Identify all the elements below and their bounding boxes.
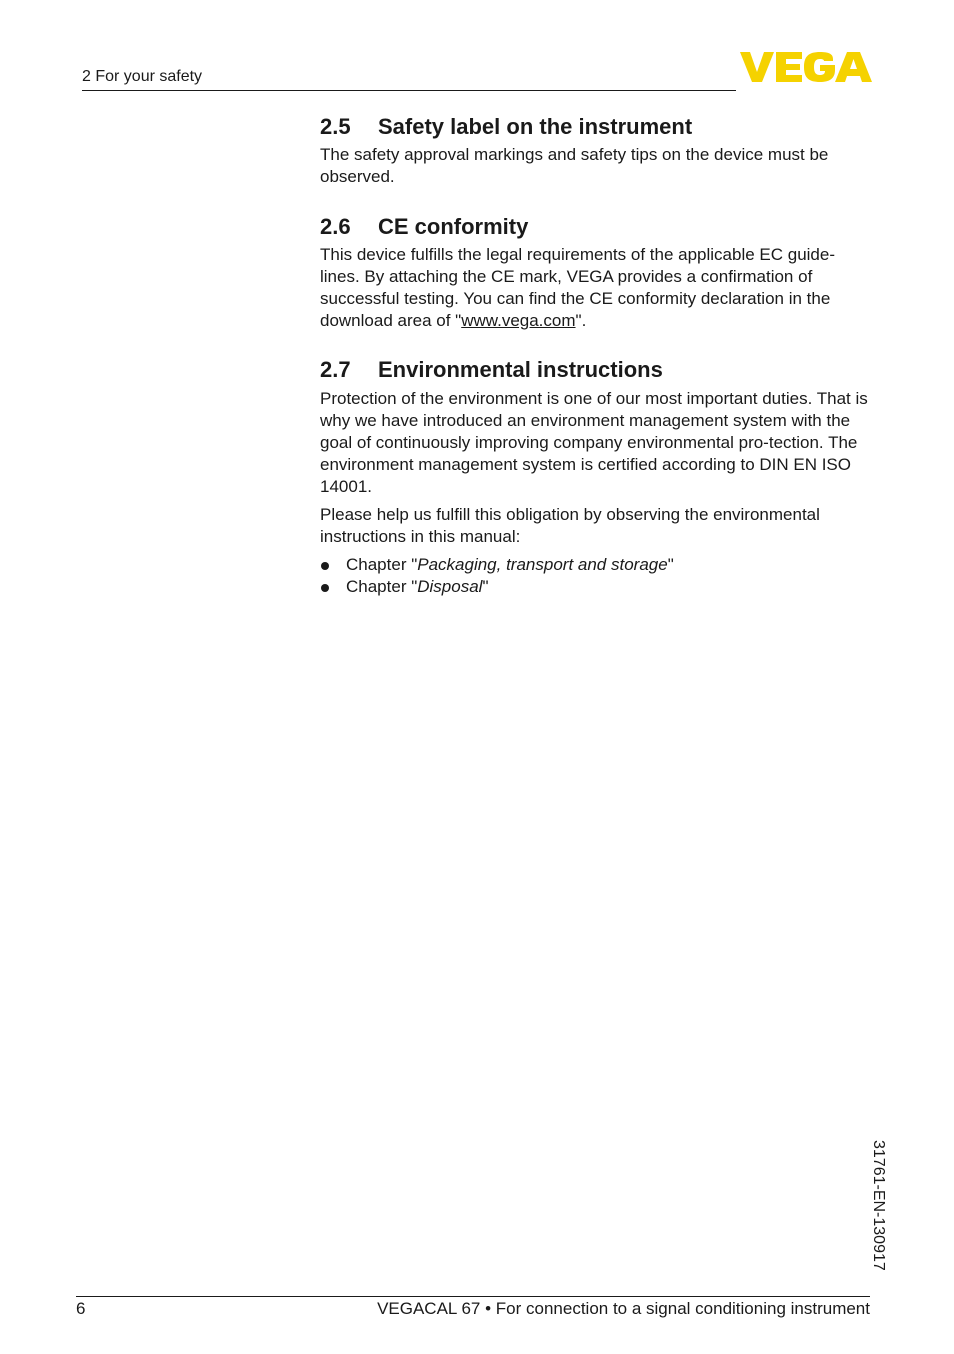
list-item-suffix: "	[667, 555, 674, 574]
bullet-icon	[321, 584, 329, 592]
section-2-7-paragraph-2: Please help us fulfill this obligation by observing the environmental instructions in this manual:	[320, 505, 820, 546]
section-2-5-heading	[320, 112, 692, 142]
list-item	[320, 554, 674, 576]
list-item-suffix: "	[482, 577, 489, 596]
bullet-icon	[321, 562, 329, 570]
document-code	[870, 1140, 905, 1290]
section-title: Safety label on the instrument	[378, 114, 693, 139]
chapter-reference: Packaging, transport and storage	[417, 555, 668, 574]
section-2-6-heading	[320, 212, 528, 242]
section-2-7-heading	[320, 355, 663, 385]
paragraph-text: This device fulfills the legal requirements of the applicable EC guide-lines. By attaching the CE mark, VEGA provides a confirmation of successful testing. You can find the CE conformity declaration in the download area of "	[320, 245, 835, 330]
section-title: Environmental instructions	[378, 357, 663, 382]
header-divider	[82, 90, 736, 91]
document-code-text: 31761-EN-130917	[870, 1140, 887, 1271]
footer-divider	[76, 1296, 870, 1297]
list-item-prefix: Chapter "	[346, 577, 418, 596]
section-2-7-paragraph-1: Protection of the environment is one of our most important duties. That is why we have introduced an environment management system with the goal of continuously improving company environmental pro-tection. The environment management system is certified according to DIN EN ISO 14001.	[320, 389, 868, 496]
vega-logo	[740, 52, 872, 82]
section-number: 2.6	[320, 214, 351, 239]
section-2-6-paragraph	[320, 244, 872, 332]
running-header: 2 For your safety	[82, 68, 203, 85]
page-number: 6	[76, 1299, 86, 1318]
vega-website-link[interactable]: www.vega.com	[461, 311, 576, 330]
chapter-reference-list	[320, 554, 674, 598]
section-2-5-paragraph: The safety approval markings and safety tips on the device must be observed.	[320, 145, 829, 186]
section-number: 2.5	[320, 114, 351, 139]
chapter-reference: Disposal	[417, 577, 483, 596]
section-title: CE conformity	[378, 214, 529, 239]
section-number: 2.7	[320, 357, 351, 382]
paragraph-text-end: ".	[575, 311, 587, 330]
list-item-prefix: Chapter "	[346, 555, 418, 574]
list-item	[320, 576, 674, 598]
footer-title: VEGACAL 67 • For connection to a signal conditioning instrument	[377, 1299, 870, 1318]
